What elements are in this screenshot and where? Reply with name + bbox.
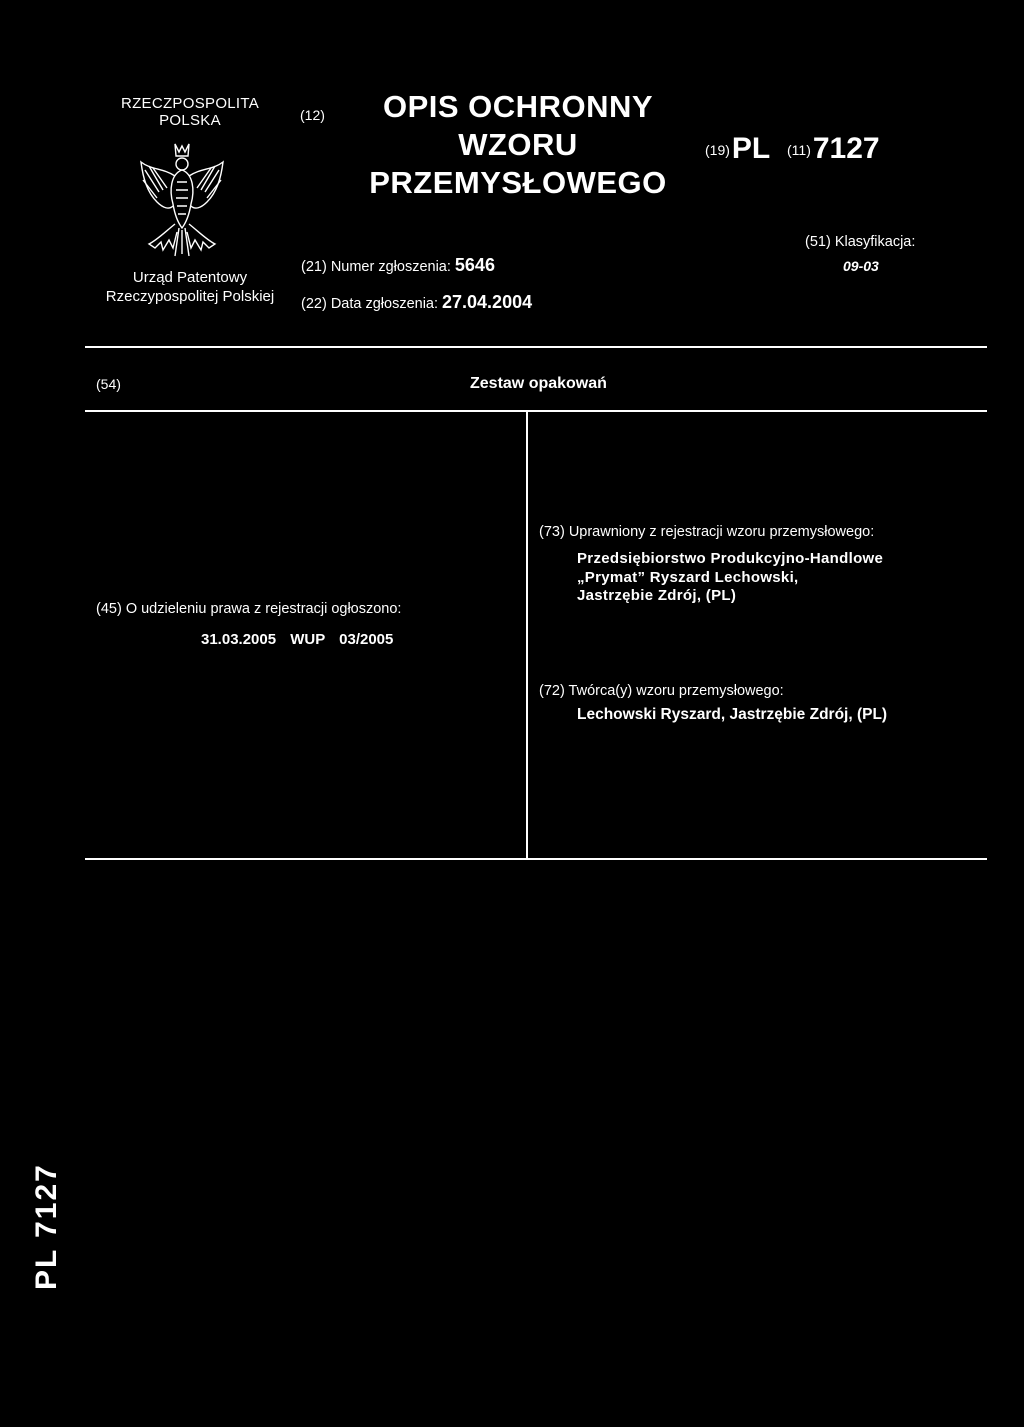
document-title — [358, 88, 678, 202]
code-19: (19) — [705, 142, 730, 159]
holder-line1: Przedsiębiorstwo Produkcyjno-Handlowe — [577, 550, 884, 567]
code-11: (11) — [787, 142, 811, 159]
grant-bulletin: WUP 03/2005 — [290, 631, 394, 648]
divider-middle — [85, 410, 987, 412]
document-number — [787, 132, 880, 166]
grant-info — [201, 631, 393, 648]
title-line3: PRZEMYSŁOWEGO — [369, 165, 667, 200]
country-line1: RZECZPOSPOLITA — [120, 95, 260, 112]
holder-label: (73) Uprawniony z rejestracji wzoru przemysłowego: — [539, 524, 875, 540]
country-line2: POLSKA — [159, 112, 221, 129]
application-number — [301, 255, 495, 276]
divider-top — [85, 346, 987, 348]
application-date — [301, 292, 532, 313]
office-line2: Rzeczypospolitej Polskiej — [105, 288, 275, 305]
country-code-value: PL — [731, 132, 771, 165]
design-title: Zestaw opakowań — [470, 375, 607, 392]
title-code: (54) — [96, 376, 121, 392]
classification-label: (51) Klasyfikacja: — [805, 234, 916, 250]
classification-value: 09-03 — [843, 258, 879, 274]
divider-bottom — [85, 858, 987, 860]
column-divider — [526, 411, 528, 860]
grant-label: (45) O udzieleniu prawa z rejestracji ogłoszono: — [96, 601, 402, 617]
eagle-emblem-icon — [135, 140, 230, 258]
application-number-value: 5646 — [454, 255, 495, 275]
title-line1: OPIS OCHRONNY — [382, 89, 654, 124]
application-date-label: (22) Data zgłoszenia: — [301, 296, 439, 312]
code-12: (12) — [300, 107, 325, 123]
creator-label: (72) Twórca(y) wzoru przemysłowego: — [539, 683, 784, 699]
title-line2: WZORU — [458, 127, 578, 162]
grant-date: 31.03.2005 — [201, 631, 277, 648]
creator-name: Lechowski Ryszard, Jastrzębie Zdrój, (PL) — [577, 706, 888, 723]
holder-line2: „Prymat” Ryszard Lechowski, — [577, 568, 799, 586]
holder-name — [577, 550, 883, 606]
country-code — [705, 132, 770, 166]
side-document-number: PL 7127 — [30, 1163, 63, 1290]
holder-line3: Jastrzębie Zdrój, (PL) — [577, 587, 737, 604]
country-name — [100, 95, 280, 129]
application-date-value: 27.04.2004 — [442, 292, 533, 312]
patent-office-name — [85, 268, 295, 306]
office-line1: Urząd Patentowy — [132, 269, 248, 286]
document-number-value: 7127 — [812, 132, 880, 165]
application-number-label: (21) Numer zgłoszenia: — [301, 259, 451, 275]
